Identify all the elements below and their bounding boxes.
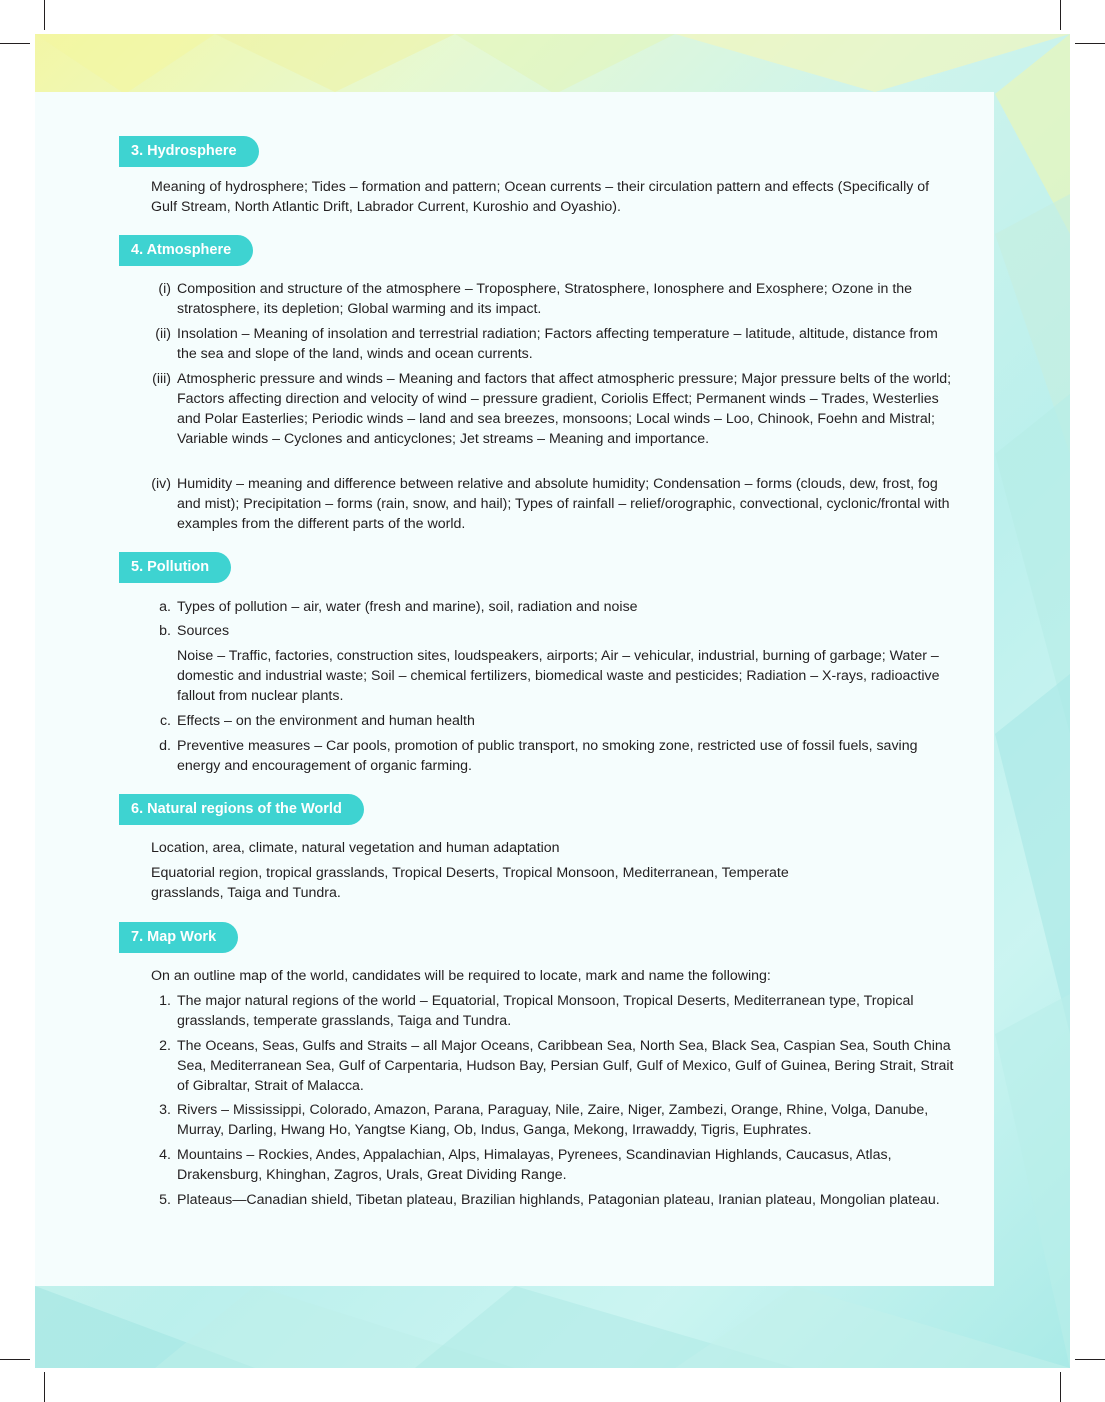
list-item [140, 1036, 955, 1096]
section-heading-atmosphere: 4. Atmosphere [119, 235, 253, 266]
list-item [140, 597, 955, 617]
list-item-text: Sources [177, 623, 230, 639]
list-item-marker: 3. [159, 1102, 171, 1118]
list-item-text: The Oceans, Seas, Gulfs and Straits – all Major Oceans, Caribbean Sea, North Sea, Black Sea, Caspian Sea, South China Sea, Mediterranean Sea, Gulf of Carpentaria, Hudson Bay, Persian Gulf, Gulf of Mexico, Gulf of Guinea, Bering Strait, Strait of Gibraltar, Strait of Malacca. [177, 1038, 954, 1094]
list-item-text: Plateaus—Canadian shield, Tibetan plateau, Brazilian highlands, Patagonian plateau, Iranian plateau, Mongolian plateau. [177, 1192, 940, 1208]
list-item [140, 621, 955, 641]
list-item-marker: (iv) [151, 476, 171, 492]
map-work-intro: On an outline map of the world, candidates will be required to locate, mark and name the following: [151, 968, 771, 984]
list-item-text: Composition and structure of the atmosphere – Troposphere, Stratosphere, Ionosphere and Exosphere; Ozone in the stratosphere, its depletion; Global warming and its impact. [177, 281, 913, 317]
list-item-marker: (iii) [152, 371, 171, 387]
natural-regions-line1: Location, area, climate, natural vegetation and human adaptation [151, 840, 560, 856]
hydrosphere-text: Meaning of hydrosphere; Tides – formation and pattern; Ocean currents – their circulation pattern and effects (Specifically of Gulf Stream, North Atlantic Drift, Labrador Current, Kuroshio and Oyashio). [151, 179, 930, 215]
list-item-text: Effects – on the environment and human health [177, 713, 475, 729]
list-item-marker: a. [159, 599, 171, 615]
list-item-marker: (ii) [155, 326, 171, 342]
list-item-text: Rivers – Mississippi, Colorado, Amazon, Parana, Paraguay, Nile, Zaire, Niger, Zambezi, Orange, Rhine, Volga, Danube, Murray, Darling, Hwang Ho, Yangtse Kiang, Ob, Indus, Ganga, Mekong, Irrawaddy, Tigris, Euphrates. [177, 1102, 929, 1138]
list-item-text: The major natural regions of the world – Equatorial, Tropical Monsoon, Tropical Deserts, Mediterranean type, Tropical grasslands, temperate grasslands, Taiga and Tundra. [177, 993, 914, 1029]
list-item [140, 646, 955, 706]
list-item-marker: 4. [159, 1147, 171, 1163]
list-item-marker: b. [159, 623, 171, 639]
list-item-marker: c. [159, 713, 171, 729]
list-item [140, 279, 955, 319]
list-item-text: Insolation – Meaning of insolation and terrestrial radiation; Factors affecting temperature – latitude, altitude, distance from the sea and slope of the land, winds and ocean currents. [177, 326, 938, 362]
list-item-marker: 1. [159, 993, 171, 1009]
list-item [140, 1145, 955, 1185]
section-heading-pollution: 5. Pollution [119, 552, 231, 583]
list-item-marker: 2. [159, 1038, 171, 1054]
list-item-marker: (i) [158, 281, 171, 297]
list-item [140, 1100, 955, 1140]
list-item-text: Preventive measures – Car pools, promotion of public transport, no smoking zone, restricted use of fossil fuels, saving energy and encouragement of organic farming. [177, 738, 918, 774]
list-item-marker: 5. [159, 1192, 171, 1208]
list-item [140, 369, 955, 449]
list-item [140, 736, 955, 776]
section-heading-natural-regions: 6. Natural regions of the World [119, 794, 364, 825]
list-item-marker: d. [159, 738, 171, 754]
natural-regions-line2: Equatorial region, tropical grasslands, Tropical Deserts, Tropical Monsoon, Mediterranean, Temperate grasslands, Taiga and Tundra. [151, 865, 789, 901]
list-item-text: Mountains – Rockies, Andes, Appalachian, Alps, Himalayas, Pyrenees, Scandinavian Highlands, Caucasus, Atlas, Drakensburg, Khinghan, Zagros, Urals, Great Dividing Range. [177, 1147, 892, 1183]
list-item-text: Atmospheric pressure and winds – Meaning and factors that affect atmospheric pressure; Major pressure belts of the world; Factors affecting direction and velocity of wind – pressure gradient, Coriolis Effect; Permanent winds – Trades, Westerlies and Polar Easterlies; Periodic winds – land and sea breezes, monsoons; Local winds – Loo, Chinook, Foehn and Mistral; Variable winds – Cyclones and anticyclones; Jet streams – Meaning and importance. [177, 371, 952, 447]
list-item [140, 711, 955, 731]
list-item [140, 991, 955, 1031]
list-item-text: Noise – Traffic, factories, construction sites, loudspeakers, airports; Air – vehicular, industrial, burning of garbage; Water – domestic and industrial waste; Soil – chemical fertilizers, biomedical waste and pesticides; Radiation – X-rays, radioactive fallout from nuclear plants. [177, 648, 940, 704]
list-item [140, 1190, 955, 1210]
list-item-text: Humidity – meaning and difference between relative and absolute humidity; Condensation – forms (clouds, dew, frost, fog and mist); Precipitation – forms (rain, snow, and hail); Types of rainfall – relief/orographic, convectional, cyclonic/frontal with examples from the different parts of the world. [177, 476, 950, 532]
section-heading-map-work: 7. Map Work [119, 922, 238, 953]
list-item-text: Types of pollution – air, water (fresh and marine), soil, radiation and noise [177, 599, 638, 615]
list-item [140, 474, 955, 534]
section-heading-hydrosphere: 3. Hydrosphere [119, 136, 259, 167]
list-item [140, 324, 955, 364]
